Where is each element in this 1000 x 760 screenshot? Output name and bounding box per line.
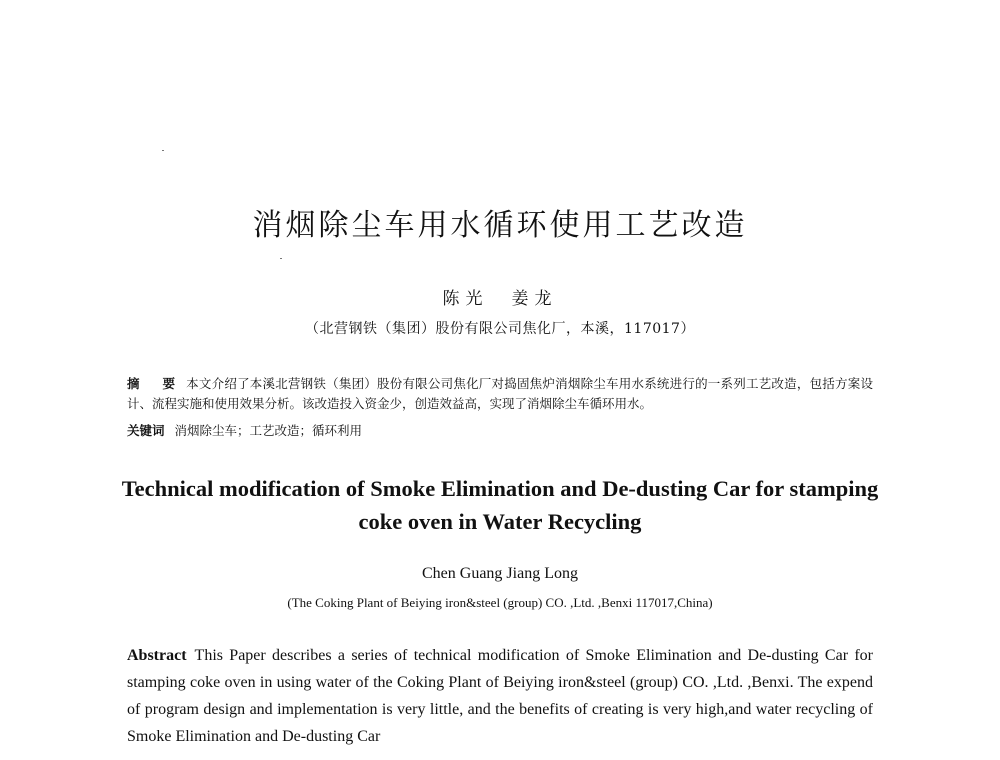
- abstract-cn: [127, 374, 873, 414]
- scan-speck: [162, 150, 164, 151]
- keywords-cn: [127, 421, 873, 441]
- abstract-cn-text: 本文介绍了本溪北营钢铁（集团）股份有限公司焦化厂对捣固焦炉消烟除尘车用水系统进行的一系列工艺改造，包括方案设计、流程实施和使用效果分析。该改造投入资金少，创造效益高，实现了消烟除尘车循环用水。: [127, 376, 873, 411]
- paper-title-en: Technical modification of Smoke Elimination and De-dusting Car for stamping coke oven in Water Recycling: [121, 476, 879, 534]
- abstract-cn-label: 摘 要: [127, 376, 181, 391]
- affiliation-cn: （北营钢铁（集团）股份有限公司焦化厂，本溪，117017）: [305, 321, 695, 337]
- authors-en: Chen Guang Jiang Long: [422, 565, 578, 582]
- authors-cn: 陈光 姜龙: [442, 289, 558, 309]
- scan-speck: [280, 258, 282, 259]
- abstract-en: [127, 642, 873, 750]
- abstract-en-label: Abstract: [127, 647, 187, 664]
- abstract-en-text: This Paper describes a series of technical modification of Smoke Elimination and De-dusting Car for stamping coke oven in using water of the Coking Plant of Beiying iron&steel (group) CO. ,Ltd. ,Benxi. The expend of program design and implementation is very little, and the benefits of creating is very high,and water recycling of Smoke Elimination and De-dusting Car: [127, 647, 873, 745]
- keywords-cn-label: 关键词: [127, 423, 165, 438]
- affiliation-en: (The Coking Plant of Beiying iron&steel (group) CO. ,Ltd. ,Benxi 117017,China): [287, 595, 713, 610]
- keywords-cn-text: 消烟除尘车；工艺改造；循环利用: [174, 423, 363, 438]
- paper-title-cn: 消烟除尘车用水循环使用工艺改造: [252, 208, 748, 243]
